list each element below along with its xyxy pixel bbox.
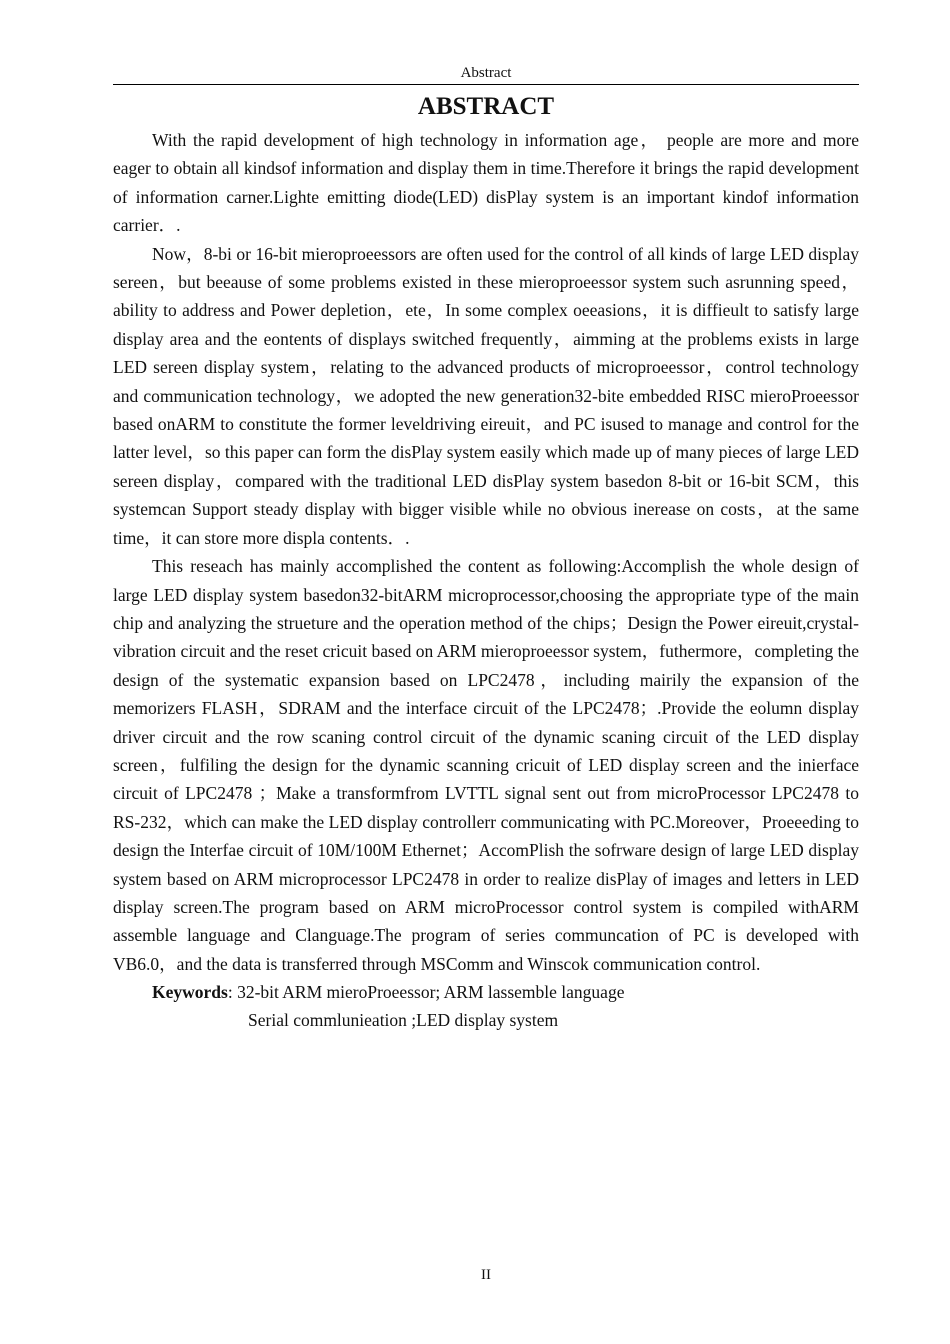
keywords-line-1: 32-bit ARM mieroProeessor; ARM lassemble language (237, 982, 625, 1003)
keywords-block (113, 978, 859, 1034)
header-divider (113, 84, 859, 85)
running-header: Abstract (460, 65, 512, 81)
abstract-paragraph-1: With the rapid development of high technology in information age， people are more and more eager to obtain all kindsof information and display them in time.Therefore it brings the rapid development of information carner.Lighte emitting diode(LED) disPlay system is an important kindof information carrier．. (113, 130, 859, 236)
keywords-separator: : (227, 982, 238, 1003)
abstract-body (113, 126, 859, 1034)
page-title: ABSTRACT (417, 93, 555, 120)
keywords-label: Keywords (152, 982, 228, 1003)
abstract-paragraph-3: This reseach has mainly accomplished the content as following:Accomplish the whole design of large LED display system basedon32-bitARM microprocessor,choosing the appropriate type of the main chip and analyzing the strueture and the operation method of the chips；Design the Power eireuit,crystal-vibration circuit and the reset cricuit based on ARM mieroproeessor system，futhermore，completing the design of the systematic expansion based on LPC2478，including mairily the expansion of the memorizers FLASH，SDRAM and the interface circuit of the LPC2478；.Provide the eolumn display driver circuit and the row scaning control circuit of the dynamic scaning circuit of the LED display screen，fulfiling the design for the dynamic scanning cricuit of LED display screen and the inierface circuit of LPC2478 ；Make a transformfrom LVTTL signal sent out from microProcessor LPC2478 to RS-232，which can make the LED display controllerr communicating with PC.Moreover，Proeeeding to design the Interfae circuit of 10M/100M Ethernet；AccomPlish the sofrware design of large LED display system based on ARM microprocessor LPC2478 in order to realize disPlay of images and letters in LED display screen.The program based on ARM microProcessor control system is compiled withARM assemble language and Clanguage.The program of series communcation of PC is developed with VB6.0，and the data is transferred through MSComm and Winscok communication control. (113, 556, 859, 974)
page-number: II (481, 1267, 491, 1283)
abstract-paragraph-2: Now，8-bi or 16-bit mieroproeessors are often used for the control of all kinds of large LED display sereen，but beeause of some problems existed in these mieroproeessor system such asrunning speed，ability to address and Power depletion，ete，In some complex oeeasions，it is diffieult to satisfy large display area and the eontents of displays switched frequently，aimming at the problems exists in large LED sereen display system，relating to the advanced products of microproeessor，control technology and communication technology，we adopted the new generation32-bite embedded RISC mieroProeessor based onARM to constitute the former leveldriving eireuit，and PC isused to manage and control for the latter level，so this paper can form the disPlay system easily which made up of many pieces of large LED sereen display，compared with the traditional LED disPlay system basedon 8-bit or 16-bit SCM，this systemcan Support steady display with bigger visible while no obvious inerease on costs，at the same time，it can store more displa contents．. (113, 243, 859, 548)
keywords-line-2: Serial commlunieation ;LED display system (248, 1010, 559, 1031)
